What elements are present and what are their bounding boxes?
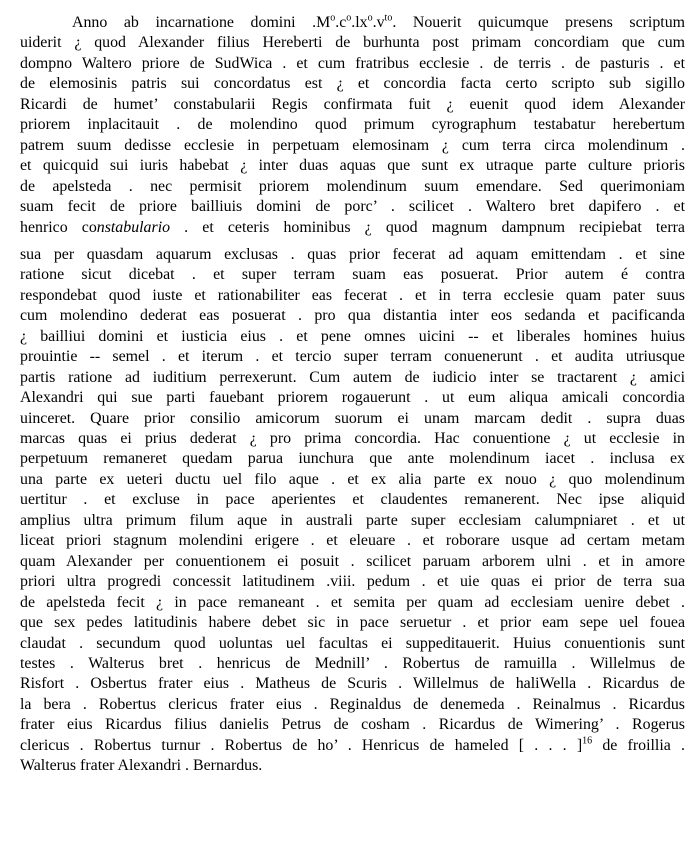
text-line [20,654,685,674]
superscript-text: o [346,13,352,24]
text-segment: Walterus frater Alexandri . Bernardus. [20,757,263,775]
text-line [20,327,685,347]
text-segment: henrico co [20,218,97,236]
text-line [20,177,685,197]
text-line [20,409,685,429]
text-line [20,265,685,285]
text-segment: priorem inplacitauit . de molendino quod primum cyrographum testabatur herebertum [20,116,685,134]
text-segment: clericus . Robertus turnur . Robertus de ho’ . Henricus de hameled [ . . . ] [20,736,583,754]
text-segment: marcas quas ei prius dederat ¿ pro prima concordia. Hac conuentione ¿ ut ecclesie in [20,430,685,447]
text-line [20,429,685,449]
text-segment: perpetuum remaneret quedam parua iunchura que ante molendinum iacet . inclusa ex [20,450,685,468]
text-segment: que sex pedes latitudinis habere debet sic in pace seruetur . et prior eam sepe uel fouea [20,614,685,632]
text-segment: prouintie -- semel . et iterum . et tercio super terram conuenerunt . et audita utriusque [20,348,685,366]
text-segment: sua per quasdam aquarum exclusas . quas prior fecerat ad aquam emittendam . et sine [20,245,685,263]
text-line [20,368,685,388]
text-segment: de apelsteda . nec permisit priorem molendinum suum emendare. Sed querimoniam [20,177,685,195]
text-line [20,736,685,756]
text-line [20,115,685,135]
text-segment: Alexandri qui sue parti fauebant priorem rogauerunt . ut eum aliqua amicali concordia [20,389,685,407]
text-line [20,218,685,238]
text-line [20,674,685,694]
text-segment: partis ratione ad iuditium perrexerunt. Cum autem de iudicio inter se tractarent ¿ amici [20,368,685,386]
text-segment: de apelsteda fecit ¿ in pace remaneant . et semita per quam ad ecclesiam uenire debet . [20,593,685,611]
text-line [20,695,685,715]
text-segment: uinceret. Quare prior consilio amicorum suorum ei unam marcam dedit . supra duas [20,409,685,427]
text-segment: . Nouerit quicumque presens scriptum [392,14,685,31]
text-line [20,715,685,735]
text-segment: uertitur . et excluse in pace aperientes et claudentes remanerent. Nec ipse aliquid [20,491,685,509]
text-line [20,197,685,217]
superscript-text: o [330,13,336,24]
superscript-text: 16 [582,735,593,747]
text-segment: claudat . secundum quod uoluntas uel facultas ei suppeditauerit. Huius conuentionis sunt [20,634,685,652]
text-line [20,449,685,469]
text-segment: nstabulario [96,218,171,236]
text-segment: .lx [351,14,368,31]
text-segment: liceat priori stagnum molendini erigere . et eleuare . et roborare usque ad certam metam [20,532,685,550]
text-segment: ¿ bailliui domini et iusticia eius . et pene omnes uicini -- et liberales homines huius [20,327,685,345]
text-segment: una parte ex ueteri ductu uel filo aque . et ex alia parte ex nouo ¿ quo molendinum [20,470,685,488]
text-segment: testes . Walterus bret . henricus de Mednill’ . Robertus de ramuilla . Willelmus de [20,654,685,672]
text-line [20,613,685,633]
text-segment: uiderit ¿ quod Alexander filius Hereberti de burhunta post primam concordiam que cum [20,34,685,52]
text-line [20,245,685,265]
text-line [20,552,685,572]
superscript-text: to [384,13,393,24]
text-segment: patrem suum dedisse ecclesie in perpetuam elemosinam ¿ cum terra circa molendinum . [20,136,685,154]
text-line [20,572,685,592]
text-segment: frater eius Ricardus filius danielis Petrus de cosham . Ricardus de Wimering’ . Rogerus [20,716,685,734]
text-line [20,490,685,510]
text-line [20,286,685,306]
text-line [20,388,685,408]
text-segment: respondebat quod iuste et rationabiliter eas fecerat . et in terra ecclesie quam pater suus [20,286,685,304]
text-line [20,74,685,94]
text-segment: Anno ab incarnatione domini .M [72,14,331,31]
text-segment: .v [372,14,385,31]
text-line [72,13,685,33]
text-line [20,156,685,176]
text-line [20,136,685,156]
text-segment: .c [335,14,347,31]
text-segment: Risfort . Osbertus frater eius . Matheus de Scuris . Willelmus de haliWella . Ricardus de [20,675,685,693]
text-segment: cum molendino dederat eas posuerat . pro qua distantia inter eos sedanda et pacificanda [20,307,685,325]
text-line [20,511,685,531]
text-line [20,306,685,326]
text-segment: quam Alexander per conuentionem ei posuit . scilicet paruam arborem ulni . et in amore [20,552,685,570]
text-segment: . et ceteris hominibus ¿ quod magnum dampnum recipiebat terra [170,218,685,236]
text-line [20,470,685,490]
text-segment: la bera . Robertus clericus frater eius . Reginaldus de denemeda . Reinalmus . Ricardus [20,695,685,713]
text-line [20,593,685,613]
text-segment: de elemosinis patris sui concordatus est ¿ et concordia facta certo scripto sub sigillo [20,75,685,93]
text-line [20,347,685,367]
text-segment: suam fecit de priore bailliuis domini de porc’ . scilicet . Waltero bret dapifero . et [20,198,685,216]
text-line [20,634,685,654]
text-line [20,756,685,776]
text-segment: amplius ultra primum filum aque in australi parte super ecclesiam calumpniaret . et ut [20,511,685,529]
text-segment: dompno Waltero priore de SudWica . et cum fratribus ecclesie . de terris . de pasturis . et [20,54,685,72]
text-segment: ratione sicut dicebat . et super terram suam eas posuerat. Prior autem é contra [20,266,685,284]
text-line [20,531,685,551]
text-line [20,54,685,74]
superscript-text: o [367,13,373,24]
text-segment: et quicquid sui iuris habebat ¿ inter duas aquas que sunt ex utraque parte culture prioris [20,157,685,175]
text-segment: priori ultra progredi concessit latitudinem .viii. pedum . et uie quas ei prior de terra sua [20,573,685,591]
text-segment: Ricardi de humet’ constabularii Regis confirmata fuit ¿ euenit quod idem Alexander [20,95,685,113]
text-segment: de froillia . [592,736,685,754]
text-line [20,95,685,115]
text-line [20,33,685,53]
